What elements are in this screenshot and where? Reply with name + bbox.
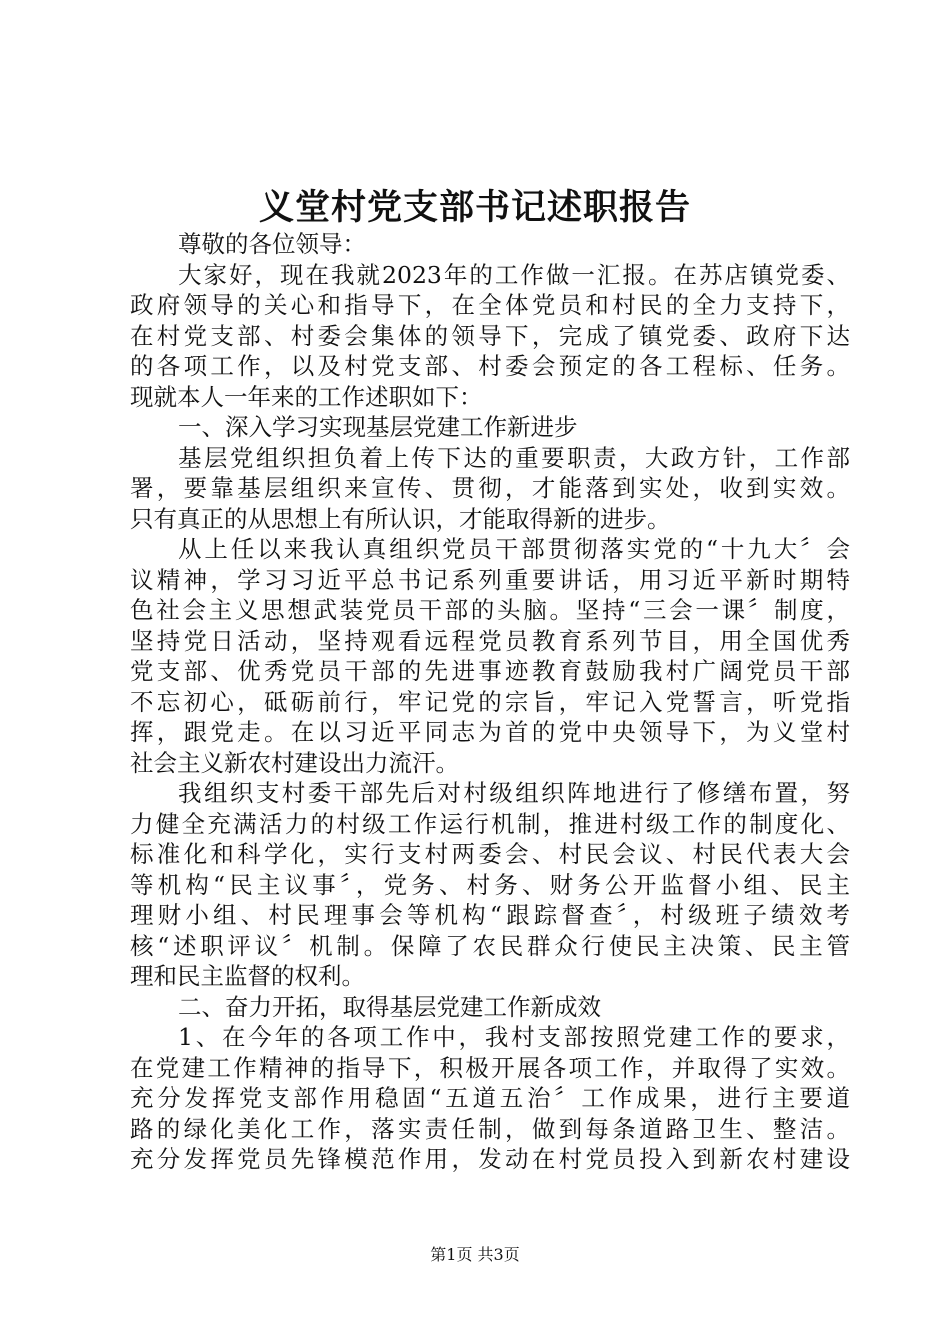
text-line: 力健全充满活力的村级工作运行机制，推进村级工作的制度化、 (130, 809, 850, 838)
text-line: 不忘初心，砥砺前行，牢记党的宗旨，牢记入党誓言，听党指 (130, 687, 850, 716)
text-line: 理财小组、村民理事会等机构“跟踪督查〞，村级班子绩效考 (130, 901, 850, 929)
text-line: 二、奋力开拓，取得基层党建工作新成效 (178, 992, 601, 1021)
text-line: 理和民主监督的权利。 (130, 962, 365, 990)
text-line: 现就本人一年来的工作述职如下： (130, 382, 483, 411)
text-line: 路的绿化美化工作，落实责任制，做到每条道路卫生、整洁。 (130, 1114, 850, 1143)
text-line: 充分发挥党员先锋模范作用，发动在村党员投入到新农村建设 (130, 1145, 850, 1173)
text-line: 只有真正的从思想上有所认识，才能取得新的进步。 (130, 504, 671, 533)
document-body (130, 229, 850, 1175)
text-line: 标准化和科学化，实行支村两委会、村民会议、村民代表大会 (130, 840, 850, 868)
text-line: 核“述职评议〞机制。保障了农民群众行使民主决策、民主管 (130, 931, 850, 960)
text-line: 尊敬的各位领导： (178, 230, 366, 258)
document-title: 义堂村党支部书记述职报告 (258, 187, 691, 228)
text-line: 我组织支村委干部先后对村级组织阵地进行了修缮布置，努 (178, 779, 850, 807)
text-line: 社会主义新农村建设出力流汗。 (130, 748, 459, 777)
text-line: 署，要靠基层组织来宣传、贯彻，才能落到实处，收到实效。 (130, 474, 850, 502)
text-line: 在村党支部、村委会集体的领导下，完成了镇党委、政府下达 (130, 321, 850, 350)
text-line: 等机构“民主议事〞，党务、村务、财务公开监督小组、民主 (130, 870, 850, 899)
text-line: 色社会主义思想武装党员干部的头脑。坚持“三会一课〞制度， (130, 596, 850, 624)
text-line: 基层党组织担负着上传下达的重要职责，大政方针，工作部 (178, 443, 850, 472)
text-line: 党支部、优秀党员干部的先进事迹教育鼓励我村广阔党员干部 (130, 657, 850, 685)
text-line: 挥，跟党走。在以习近平同志为首的党中央领导下，为义堂村 (130, 718, 850, 746)
text-line: 1、在今年的各项工作中，我村支部按照党建工作的要求， (178, 1023, 850, 1051)
text-line: 政府领导的关心和指导下，在全体党员和村民的全力支持下， (130, 291, 850, 319)
page-footer: 第1页 共3页 (430, 1245, 520, 1264)
text-line: 大家好，现在我就2023年的工作做一汇报。在苏店镇党委、 (178, 260, 850, 289)
text-line: 坚持党日活动，坚持观看远程党员教育系列节目，用全国优秀 (130, 626, 850, 655)
text-line: 充分发挥党支部作用稳固“五道五治〞工作成果，进行主要道 (130, 1084, 850, 1112)
text-line: 从上任以来我认真组织党员干部贯彻落实党的“十九大〞会 (178, 535, 850, 563)
text-line: 在党建工作精神的指导下，积极开展各项工作，并取得了实效。 (130, 1053, 850, 1082)
text-line: 的各项工作，以及村党支部、村委会预定的各工程标、任务。 (130, 352, 850, 380)
text-line: 议精神，学习习近平总书记系列重要讲话，用习近平新时期特 (130, 565, 850, 594)
text-line: 一、深入学习实现基层党建工作新进步 (178, 413, 578, 441)
